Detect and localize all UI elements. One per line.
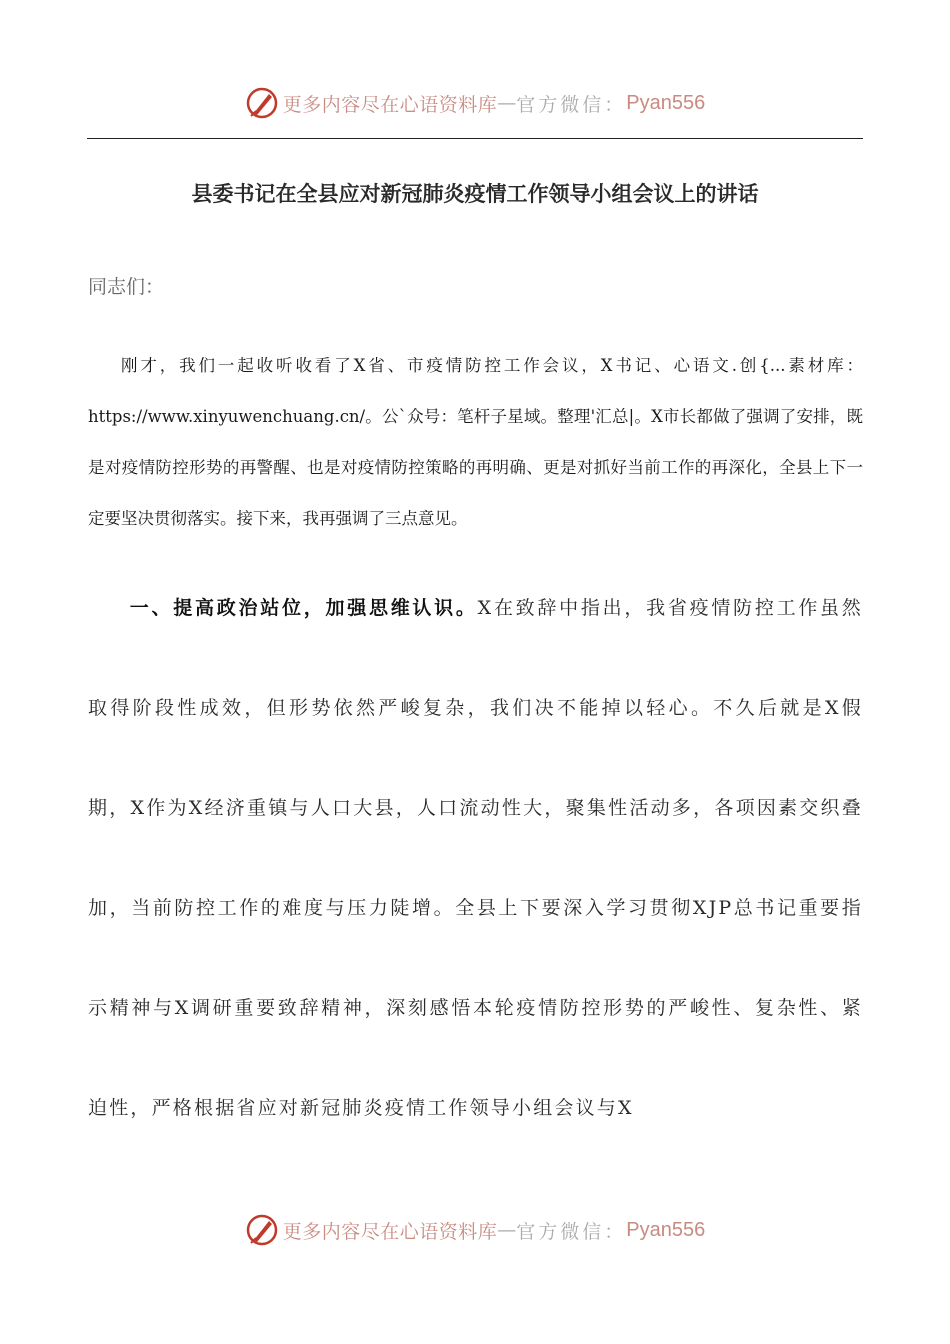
header-divider bbox=[87, 138, 863, 139]
section-1-body: X在致辞中指出，我省疫情防控工作虽然取得阶段性成效，但形势依然严峻复杂，我们决不能掉以轻心。不久后就是X假期，X作为X经济重镇与人口大县，人口流动性大，聚集性活动多，各项因素交织叠加，当前防控工作的难度与压力陡增。全县上下要深入学习贯彻XJP总书记重要指示精神与X调研重要致辞精神，深刻感悟本轮疫情防控形势的严峻性、复杂性、紧迫性，严格根据省应对新冠肺炎疫情工作领导小组会议与X bbox=[88, 597, 863, 1119]
header-banner bbox=[0, 83, 950, 123]
salutation: 同志们： bbox=[88, 276, 165, 298]
document-title: 县委书记在全县应对新冠肺炎疫情工作领导小组会议上的讲话 bbox=[191, 181, 759, 206]
wechat-id: Pyan556 bbox=[626, 91, 706, 114]
quill-pen-icon bbox=[245, 1213, 279, 1247]
section-1-heading: 一、提高政治站位，加强思维认识。 bbox=[129, 597, 478, 619]
banner-separator: — bbox=[497, 1219, 517, 1241]
intro-paragraph: 刚才，我们一起收听收看了X省、市疫情防控工作会议，X书记、心语文.创{...素材库：https://www.xinyuwenchuang.cn/。公`众号：笔杆子星域。整理'汇总|。X市长都做了强调了安排，既是对疫情防控形势的再警醒、也是对疫情防控策略的再明确、更是对抓好当前工作的再深化，全县上下一定要坚决贯彻落实。接下来，我再强调了三点意见。 bbox=[88, 356, 863, 528]
banner-text: 更多内容尽在心语资料库 bbox=[282, 93, 498, 116]
quill-pen-icon bbox=[245, 86, 279, 120]
footer-banner bbox=[0, 1210, 950, 1250]
banner-separator: — bbox=[497, 92, 517, 114]
banner-label: 官方微信： bbox=[516, 1220, 627, 1243]
section-1-paragraph bbox=[88, 558, 863, 1158]
banner-label: 官方微信： bbox=[516, 93, 627, 116]
wechat-id: Pyan556 bbox=[626, 1218, 706, 1241]
banner-text: 更多内容尽在心语资料库 bbox=[282, 1220, 498, 1243]
